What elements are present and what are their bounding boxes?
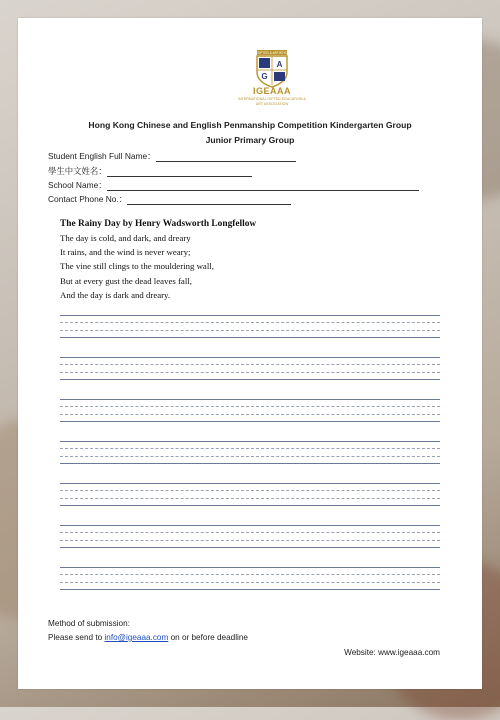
writing-guide-line (60, 582, 440, 583)
submission-instructions (48, 633, 248, 642)
writing-guide-line (60, 315, 440, 316)
writing-guide-line (60, 414, 440, 415)
poem-line: And the day is dark and dreary. (60, 289, 171, 300)
writing-guide-line (60, 448, 440, 449)
writing-guide-line (60, 490, 440, 491)
crest-icon (250, 46, 294, 88)
poem-block (60, 219, 256, 302)
writing-guide-line (60, 463, 440, 464)
writing-guide-line (60, 357, 440, 358)
writing-guide-line (60, 589, 440, 590)
writing-guide-line (60, 372, 440, 373)
writing-guide-line (60, 364, 440, 365)
writing-guide-line (60, 525, 440, 526)
writing-guide-line (60, 574, 440, 575)
writing-guide-line (60, 456, 440, 457)
submission-method: Method of submission: (48, 619, 130, 628)
writing-guide-line (60, 567, 440, 568)
logo-name: IGEAAA (252, 86, 291, 96)
writing-guide-line (60, 406, 440, 407)
writing-guide-line (60, 547, 440, 548)
writing-guide-line (60, 540, 440, 541)
writing-guide-line (60, 441, 440, 442)
poem-line: But at every gust the dead leaves fall, (60, 275, 192, 286)
chinese-name-label: 學生中文姓名： (48, 166, 107, 176)
poem-line: The vine still clings to the mouldering wall, (60, 261, 214, 272)
writing-guide-line (60, 337, 440, 338)
phone-field (48, 193, 291, 205)
logo-letter-a: A (276, 60, 283, 69)
english-name-blank[interactable] (156, 152, 296, 162)
writing-guide-line (60, 505, 440, 506)
writing-guide-line (60, 322, 440, 323)
page-title: Hong Kong Chinese and English Penmanship Competition Kindergarten Group (88, 120, 412, 130)
poem-line: The day is cold, and dark, and dreary (60, 233, 191, 243)
writing-guide-line (60, 483, 440, 484)
writing-guide-line (60, 532, 440, 533)
writing-guide-line (60, 379, 440, 380)
writing-guide-line (60, 399, 440, 400)
logo-subtitle-2: ART ASSOCIATION (255, 102, 289, 106)
english-name-label: Student English Full Name： (48, 151, 156, 161)
logo-top-text: GIFTED & ARTISTIC (257, 51, 287, 55)
logo-subtitle-1: INTERNATIONAL GIFTED EDUCATION & (238, 97, 306, 101)
school-name-label: School Name： (48, 180, 107, 190)
poem-title: The Rainy Day by Henry Wadsworth Longfellow (60, 219, 257, 229)
website-text: Website: www.igeaaa.com (344, 648, 440, 657)
send-suffix: on or before deadline (168, 633, 248, 642)
send-prefix: Please send to (48, 633, 105, 642)
logo-letter-g: G (261, 72, 268, 81)
school-name-field (48, 179, 419, 191)
school-name-blank[interactable] (107, 181, 419, 191)
page-subtitle: Junior Primary Group (205, 135, 295, 145)
phone-label: Contact Phone No.： (48, 194, 128, 204)
chinese-name-blank[interactable] (107, 167, 252, 177)
english-name-field (48, 150, 296, 162)
igeaaa-logo (232, 46, 312, 122)
chinese-name-field (48, 165, 252, 177)
document-page (18, 18, 482, 689)
writing-guide-line (60, 330, 440, 331)
writing-guide-line (60, 421, 440, 422)
email-link[interactable]: info@igeaaa.com (104, 633, 169, 642)
phone-blank[interactable] (127, 195, 291, 205)
writing-guide-line (60, 498, 440, 499)
poem-line: It rains, and the wind is never weary; (60, 247, 191, 258)
